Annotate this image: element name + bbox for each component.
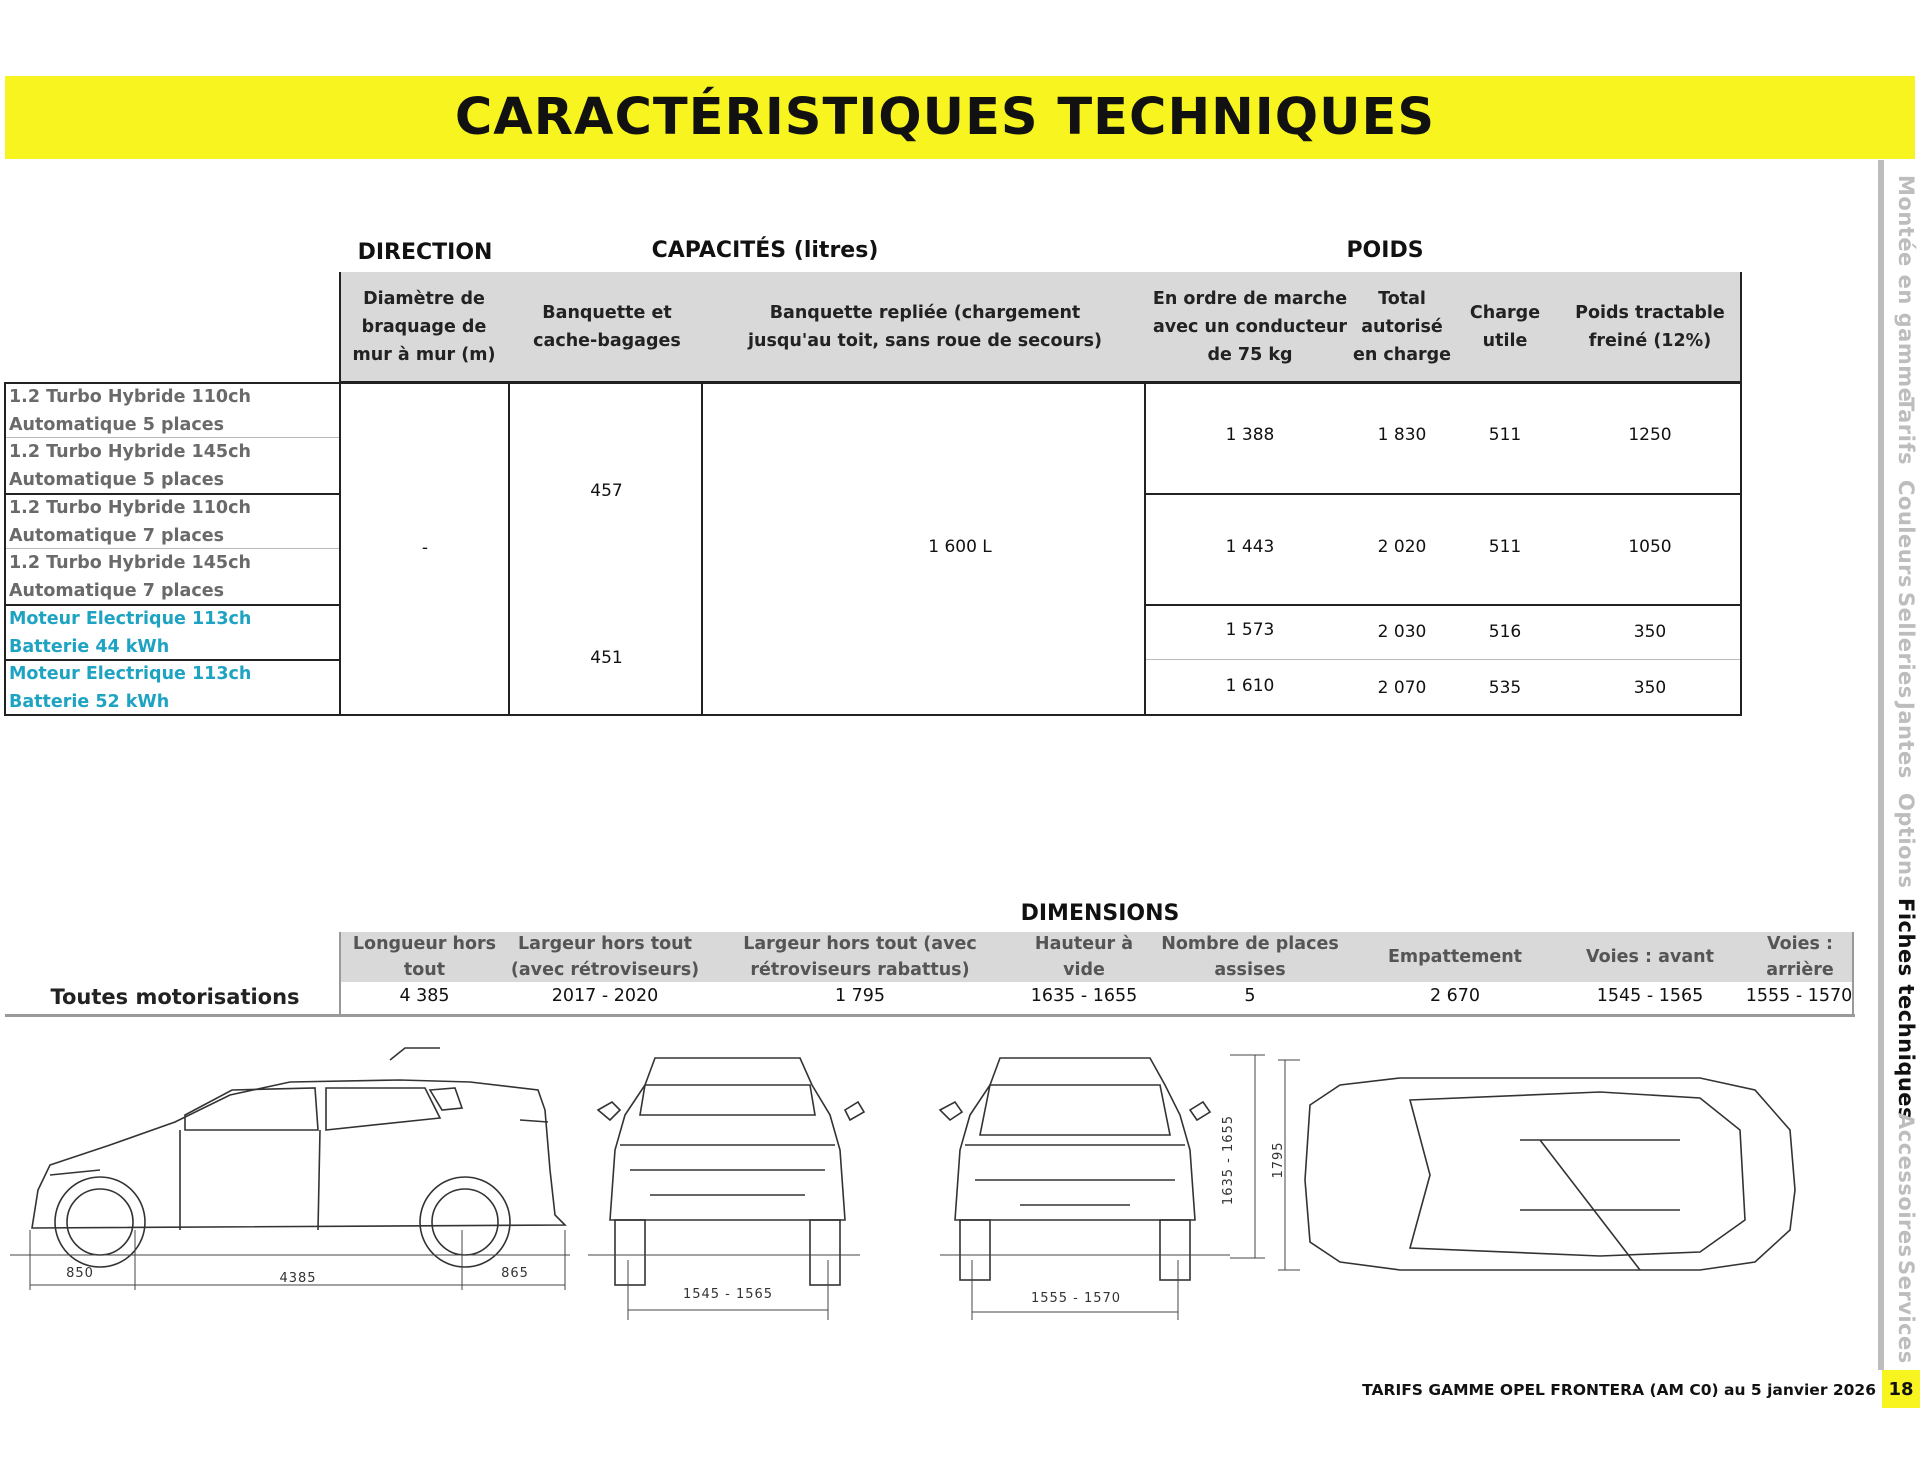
capacity-cache-electric: 451 xyxy=(590,648,623,668)
dim-value-voies-avant: 1545 - 1565 xyxy=(1596,986,1704,1006)
table-rule xyxy=(5,714,1742,716)
section-dimensions: DIMENSIONS xyxy=(1020,901,1180,926)
page-number: 18 xyxy=(1882,1370,1920,1408)
table-rule xyxy=(1146,659,1742,660)
table-rule xyxy=(340,381,1742,384)
row-label xyxy=(5,438,340,494)
dim-label-width: 1795 xyxy=(1271,1141,1286,1179)
section-capacites: CAPACITÉS (litres) xyxy=(651,238,879,263)
row-label xyxy=(5,660,340,716)
dim-value-empattement: 2 670 xyxy=(1429,986,1481,1006)
title-banner xyxy=(5,76,1915,159)
dim-header-empattement: Empattement xyxy=(1387,947,1523,967)
row-label-line1: 1.2 Turbo Hybride 145ch xyxy=(9,553,251,573)
rear-view-drawing xyxy=(940,1058,1210,1280)
section-direction: DIRECTION xyxy=(357,240,493,265)
table-rule xyxy=(4,382,6,716)
header-banquette-cache: Banquette et cache-bagages xyxy=(533,303,681,351)
weight-charge: 511 xyxy=(1488,537,1522,557)
vehicle-drawings xyxy=(0,1030,1860,1320)
header-total-autorise: Total autorisé en charge xyxy=(1352,289,1452,365)
side-nav-rule xyxy=(1878,160,1884,1370)
row-label xyxy=(5,494,340,550)
dim-value-largeur-rabattus: 1 795 xyxy=(834,986,886,1006)
weight-tractable: 350 xyxy=(1633,622,1667,642)
weight-total: 2 020 xyxy=(1377,537,1427,557)
weight-ordre: 1 573 xyxy=(1225,620,1275,640)
dim-value-places: 5 xyxy=(1244,986,1256,1006)
row-label-line2: Automatique 5 places xyxy=(9,470,225,490)
dim-header-hauteur: Hauteur à vide xyxy=(1034,934,1134,980)
header-charge-utile: Charge utile xyxy=(1469,303,1541,351)
table-rule xyxy=(5,604,340,606)
header-banquette-repliee: Banquette repliée (chargement jusqu'au toit, sans roue de secours) xyxy=(747,303,1102,351)
table-rule xyxy=(5,382,340,384)
row-label-line2: Automatique 5 places xyxy=(9,415,225,435)
dim-label-side-length: 4385 xyxy=(279,1271,317,1286)
header-diametre: Diamètre de braquage de mur à mur (m) xyxy=(352,289,496,365)
weight-total: 1 830 xyxy=(1377,425,1427,445)
top-view-drawing xyxy=(1305,1078,1795,1270)
weight-total: 2 070 xyxy=(1377,678,1427,698)
dim-header-largeur-rabattus: Largeur hors tout (avec rétroviseurs rabattus) xyxy=(743,934,977,980)
table-rule xyxy=(5,659,340,661)
dim-header-places: Nombre de places assises xyxy=(1161,934,1339,980)
row-label-line2: Automatique 7 places xyxy=(9,581,225,601)
weight-charge: 511 xyxy=(1488,425,1522,445)
weight-tractable: 1250 xyxy=(1628,425,1672,445)
row-label-line1: 1.2 Turbo Hybride 110ch xyxy=(9,387,251,407)
table-rule xyxy=(1146,493,1742,495)
row-label-line1: 1.2 Turbo Hybride 145ch xyxy=(9,442,251,462)
table-rule xyxy=(1144,382,1146,716)
table-rule xyxy=(5,493,340,495)
row-label xyxy=(5,383,340,439)
header-ordre-marche: En ordre de marche avec un conducteur de 75 kg xyxy=(1152,289,1348,365)
table-rule xyxy=(1740,272,1742,716)
dim-label-rear-track: 1555 - 1570 xyxy=(1030,1291,1122,1306)
weight-charge: 516 xyxy=(1488,622,1522,642)
dim-rule xyxy=(339,932,341,1014)
weight-ordre: 1 443 xyxy=(1225,537,1275,557)
dim-rule xyxy=(5,1014,1855,1017)
row-label xyxy=(5,605,340,661)
weight-tractable: 350 xyxy=(1633,678,1667,698)
dim-label-overhang-rear: 865 xyxy=(501,1266,529,1281)
table-rule xyxy=(5,437,340,438)
dim-value-hauteur: 1635 - 1655 xyxy=(1030,986,1138,1006)
dim-label-front-track: 1545 - 1565 xyxy=(682,1287,774,1302)
row-label-line1: 1.2 Turbo Hybride 110ch xyxy=(9,498,251,518)
row-label-line1: Moteur Electrique 113ch xyxy=(9,664,252,684)
weight-charge: 535 xyxy=(1488,678,1522,698)
row-label xyxy=(5,549,340,605)
dim-header-largeur-retro: Largeur hors tout (avec rétroviseurs) xyxy=(510,934,700,980)
table-rule xyxy=(5,548,340,549)
section-poids: POIDS xyxy=(1346,238,1424,263)
dim-value-longueur: 4 385 xyxy=(399,986,450,1006)
row-label-line2: Batterie 44 kWh xyxy=(9,637,170,657)
dim-label-overhang-front: 850 xyxy=(66,1266,94,1281)
page-title: CARACTÉRISTIQUES TECHNIQUES xyxy=(454,88,1436,147)
dim-header-voies-avant: Voies : avant xyxy=(1586,947,1714,967)
header-poids-tractable: Poids tractable freiné (12%) xyxy=(1575,303,1725,351)
weight-ordre: 1 388 xyxy=(1225,425,1275,445)
side-view-drawing xyxy=(32,1048,565,1267)
dim-row-label: Toutes motorisations xyxy=(50,985,300,1009)
footer-text: TARIFS GAMME OPEL FRONTERA (AM C0) au 5 janvier 2026 xyxy=(1362,1381,1876,1399)
dim-label-height: 1635 - 1655 xyxy=(1221,1114,1236,1206)
weight-tractable: 1050 xyxy=(1628,537,1672,557)
dim-header-longueur: Longueur hors tout xyxy=(352,934,497,980)
front-view-drawing xyxy=(598,1058,864,1285)
weight-ordre: 1 610 xyxy=(1225,676,1275,696)
table-rule xyxy=(1146,604,1742,606)
direction-value: - xyxy=(421,538,429,558)
row-label-line2: Batterie 52 kWh xyxy=(9,692,170,712)
dim-header-voies-arriere: Voies : arrière xyxy=(1766,934,1834,980)
table-rule xyxy=(339,272,341,716)
dim-value-voies-arriere: 1555 - 1570 xyxy=(1745,986,1853,1006)
capacity-folded: 1 600 L xyxy=(928,537,992,557)
capacity-cache-thermal: 457 xyxy=(590,481,623,501)
row-label-line1: Moteur Electrique 113ch xyxy=(9,609,252,629)
dim-value-largeur-retro: 2017 - 2020 xyxy=(551,986,659,1006)
row-label-line2: Automatique 7 places xyxy=(9,526,225,546)
weight-total: 2 030 xyxy=(1377,622,1427,642)
dim-rule xyxy=(1852,932,1854,1014)
